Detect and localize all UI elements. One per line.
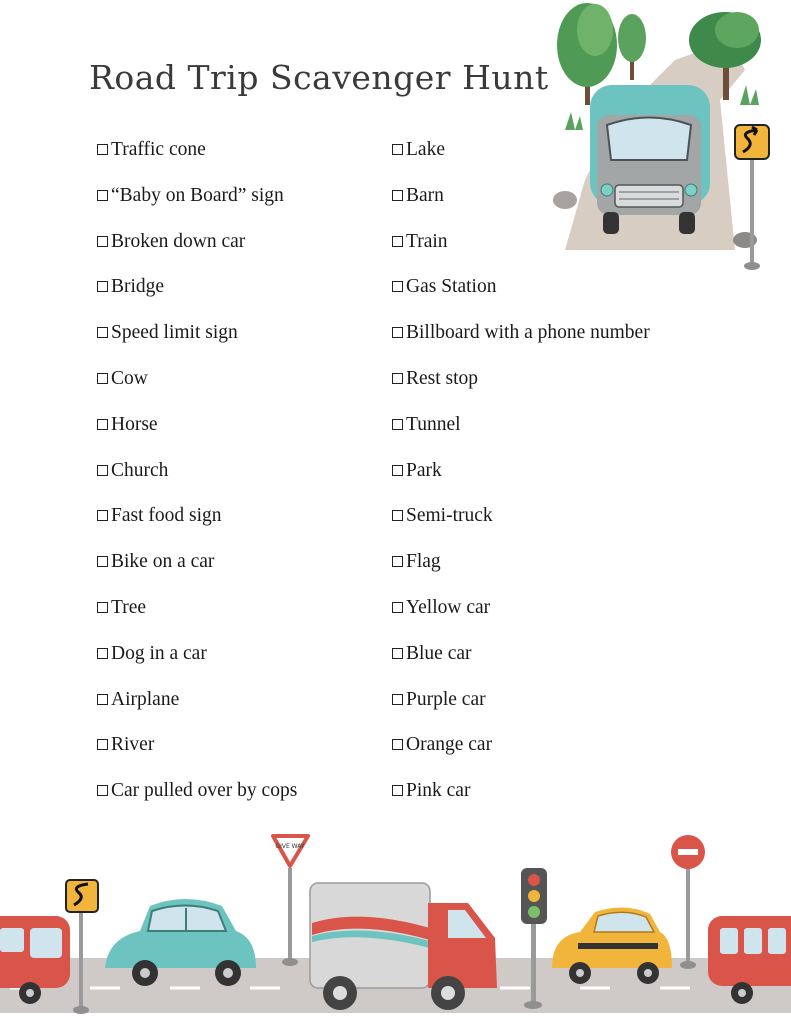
checkbox[interactable] [97, 556, 108, 567]
checklist-item-label: Bike on a car [111, 551, 215, 573]
checkbox[interactable] [392, 465, 403, 476]
checklist-item[interactable] [392, 732, 650, 778]
checkbox[interactable] [97, 373, 108, 384]
checklist-item[interactable] [392, 366, 650, 412]
checklist-item-label: Airplane [111, 688, 180, 710]
checkbox[interactable] [392, 144, 403, 155]
checklist-item-label: Traffic cone [111, 139, 206, 160]
checklist-item[interactable] [97, 320, 297, 366]
checkbox[interactable] [97, 327, 108, 338]
van-illustration [545, 0, 785, 275]
checklist-item-label: Rest stop [406, 367, 479, 389]
checklist-item-label: Fast food sign [111, 505, 222, 527]
checklist-item[interactable] [97, 503, 297, 549]
checklist-item-label: Yellow car [406, 596, 491, 618]
checklist-item[interactable] [97, 687, 297, 733]
checkbox[interactable] [392, 373, 403, 384]
tree-icon [618, 14, 646, 80]
street-illustration [0, 828, 791, 1024]
checklist-item-label: Semi-truck [406, 505, 493, 527]
checkbox[interactable] [97, 281, 108, 292]
checklist-item-label: Flag [406, 551, 441, 573]
checkbox[interactable] [97, 785, 108, 796]
checkbox[interactable] [97, 648, 108, 659]
checkbox[interactable] [392, 785, 403, 796]
checklist-item[interactable] [392, 412, 650, 458]
checkbox[interactable] [392, 190, 403, 201]
checklist-item-label: River [111, 734, 155, 756]
checklist-left-column [97, 137, 297, 824]
checkbox[interactable] [392, 602, 403, 613]
checklist-item-label: Speed limit sign [111, 322, 238, 344]
checklist-item-label: Park [406, 459, 442, 481]
checklist-item-label: Tree [111, 596, 147, 618]
checkbox[interactable] [392, 510, 403, 521]
checklist-item[interactable] [97, 274, 297, 320]
checkbox[interactable] [97, 236, 108, 247]
checklist-item[interactable] [392, 641, 650, 687]
checklist-item-label: Bridge [111, 276, 165, 298]
checklist-item-label: Train [406, 230, 448, 252]
checklist-item-label: Church [111, 459, 169, 481]
checklist-item-label: Broken down car [111, 230, 246, 252]
no-entry-sign-icon [671, 835, 705, 969]
checklist-item[interactable] [97, 137, 297, 183]
checklist-item-label: Lake [406, 139, 445, 160]
checkbox[interactable] [392, 281, 403, 292]
checklist-item[interactable] [97, 229, 297, 275]
checkbox[interactable] [97, 739, 108, 750]
checklist-item[interactable] [392, 687, 650, 733]
checklist-item-label: Gas Station [406, 276, 497, 298]
checklist-item-label: Pink car [406, 780, 471, 802]
checklist-item[interactable] [97, 366, 297, 412]
checklist-item-label: Car pulled over by cops [111, 780, 298, 802]
checkbox[interactable] [97, 510, 108, 521]
checklist-item[interactable] [97, 641, 297, 687]
checkbox[interactable] [392, 648, 403, 659]
checklist-item-label: Barn [406, 184, 444, 206]
rock-icon [553, 191, 577, 209]
checklist-item[interactable] [97, 183, 297, 229]
checkbox[interactable] [392, 694, 403, 705]
checklist-item[interactable] [97, 732, 297, 778]
checklist-item[interactable] [97, 595, 297, 641]
checklist-item-label: Billboard with a phone number [406, 322, 650, 344]
checklist-item-label: Cow [111, 367, 148, 389]
give-way-sign-icon [273, 836, 308, 966]
page-title: Road Trip Scavenger Hunt [89, 58, 549, 97]
checkbox[interactable] [97, 465, 108, 476]
checkbox[interactable] [97, 694, 108, 705]
checklist-item[interactable] [392, 503, 650, 549]
checklist-item-label: Tunnel [406, 413, 461, 435]
checklist-item[interactable] [392, 549, 650, 595]
checkbox[interactable] [97, 190, 108, 201]
checklist-item[interactable] [392, 778, 650, 824]
van-icon [590, 85, 710, 234]
checklist-item[interactable] [392, 595, 650, 641]
checklist-item[interactable] [392, 458, 650, 504]
checkbox[interactable] [97, 602, 108, 613]
checklist-item-label: Orange car [406, 734, 493, 756]
grass-icon [740, 85, 759, 105]
checkbox[interactable] [97, 419, 108, 430]
checklist-item-label: Dog in a car [111, 642, 207, 664]
checklist-item[interactable] [97, 778, 297, 824]
checkbox[interactable] [97, 144, 108, 155]
checkbox[interactable] [392, 419, 403, 430]
checkbox[interactable] [392, 739, 403, 750]
winding-road-sign-icon [735, 125, 769, 270]
checklist-item-label: Purple car [406, 688, 486, 710]
checklist-item[interactable] [97, 412, 297, 458]
checkbox[interactable] [392, 327, 403, 338]
checklist-item[interactable] [97, 549, 297, 595]
checklist-item[interactable] [392, 320, 650, 366]
checkbox[interactable] [392, 236, 403, 247]
checklist-item[interactable] [392, 274, 650, 320]
checkbox[interactable] [392, 556, 403, 567]
checklist-item-label: Horse [111, 413, 158, 435]
checklist-item[interactable] [97, 458, 297, 504]
give-way-sign-text: GIVE WAY [275, 843, 305, 850]
grass-icon [565, 112, 583, 130]
checklist-item-label: Blue car [406, 642, 472, 664]
checklist-item-label: “Baby on Board” sign [111, 184, 284, 206]
